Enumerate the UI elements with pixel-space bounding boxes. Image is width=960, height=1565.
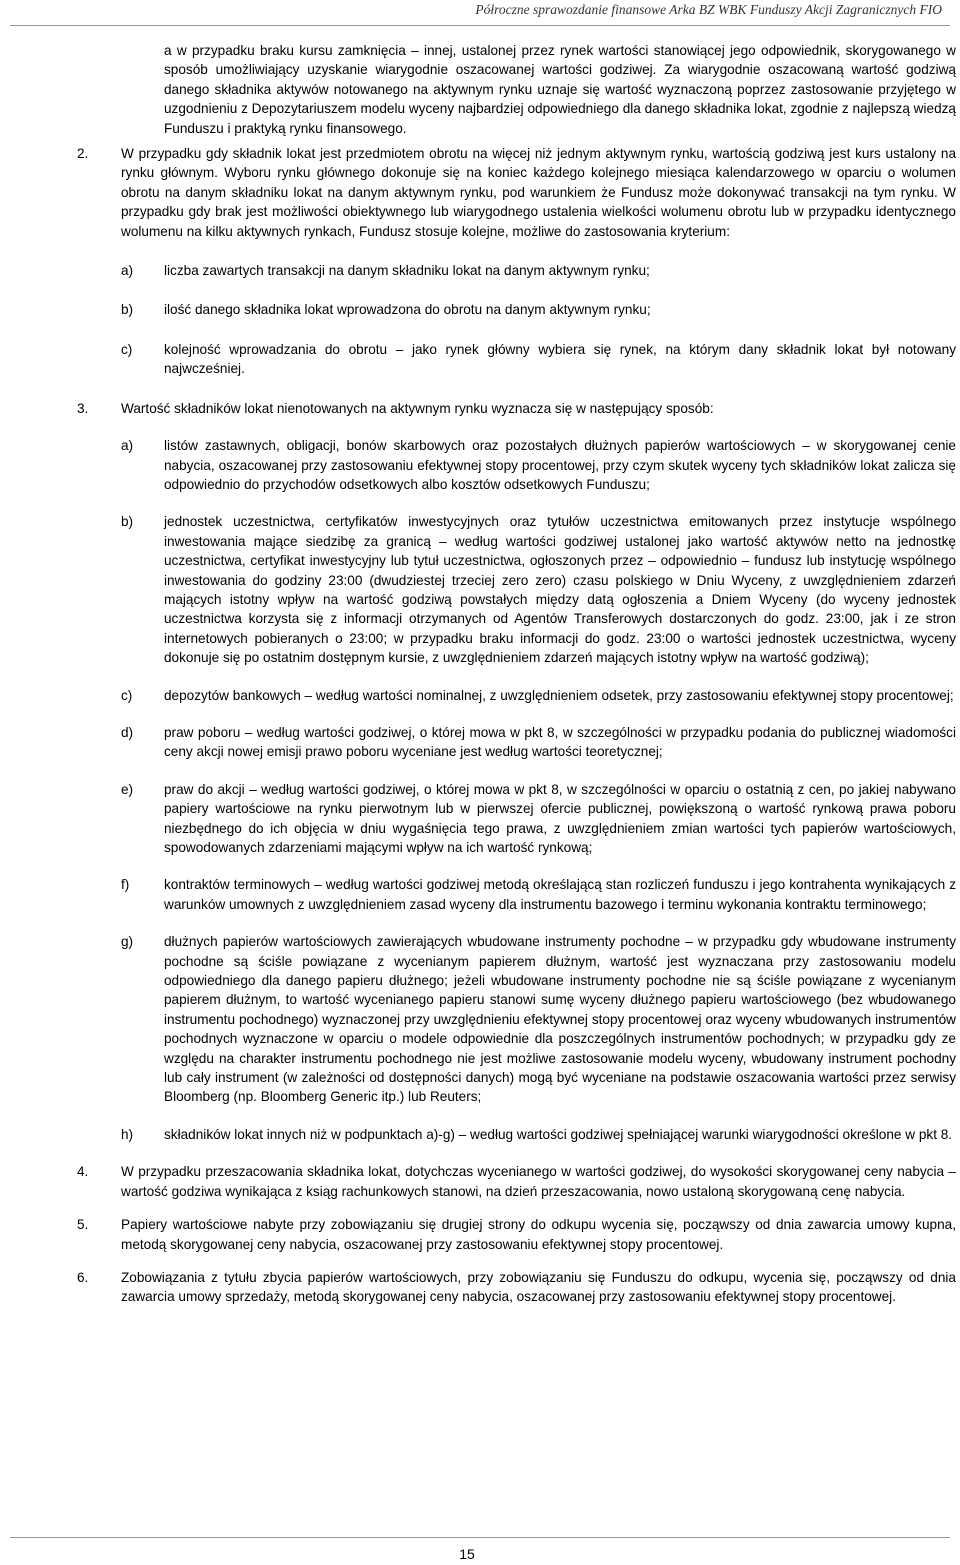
list-item-label: c) xyxy=(121,341,133,357)
list-item-text: praw poboru – według wartości godziwej, o której mowa w pkt 8, w szczególności w przypadku podania do publicznej wiadomości ceny akcji nowej emisji prawo poboru wyceniane jest według wartości teoretycznej; xyxy=(164,724,956,760)
list-item xyxy=(0,1125,960,1144)
list-item-text: liczba zawartych transakcji na danym składniku lokat na danym aktywnym rynku; xyxy=(164,263,650,279)
list-item-label: h) xyxy=(121,1126,134,1142)
paragraph-text: Zobowiązania z tytułu zbycia papierów wartościowych, przy zobowiązaniu się Funduszu do odkupu, wycenia się, począwszy od dnia zawarcia umowy sprzedaży, metodą skorygowanej ceny nabycia, oszacowanej przy zastosowaniu efektywnej stopy procentowej. xyxy=(121,1269,956,1305)
paragraph-number: 6. xyxy=(77,1269,89,1285)
list-item xyxy=(0,436,960,494)
list-item-text: listów zastawnych, obligacji, bonów skarbowych oraz pozostałych dłużnych papierów wartościowych – w skorygowanej cenie nabycia, oszacowanej przy zastosowaniu efektywnej stopy procentowej, przy czym skutek wyceny tych składników lokat zalicza się odpowiednio do przychodów odsetkowych albo kosztów odsetkowych Funduszu; xyxy=(164,438,956,492)
list-item-label: f) xyxy=(121,877,130,893)
footer-divider xyxy=(10,1537,950,1538)
paragraph-2 xyxy=(0,144,960,241)
list-item-label: d) xyxy=(121,724,134,740)
paragraph-5 xyxy=(0,1215,960,1254)
paragraph-text: W przypadku gdy składnik lokat jest przedmiotem obrotu na więcej niż jednym aktywnym rynku, wartością godziwą jest kurs ustalony na rynku głównym. Wyboru rynku głównego dokonuje się na koniec każdego kolejnego miesiąca kalendarzowego w oparciu o wolumen obrotu na danym składniku lokat na danym aktywnym rynku, pod warunkiem że Fundusz może dokonywać transakcji na tym rynku. W przypadku gdy brak jest możliwości obiektywnego lub wiarygodnego ustalenia wielkości wolumenu obrotu lub w przypadku identycznego wolumenu na kilku aktywnych rynkach, Fundusz stosuje kolejne, możliwe do zastosowania kryterium: xyxy=(121,146,956,239)
page-number: 15 xyxy=(459,1546,475,1562)
paragraph-text: Papiery wartościowe nabyte przy zobowiązaniu się drugiej strony do odkupu wycenia się, począwszy od dnia zawarcia umowy kupna, metodą skorygowanej ceny nabycia, oszacowanej przy zastosowaniu efektywnej stopy procentowej. xyxy=(121,1217,956,1252)
list-item-text: składników lokat innych niż w podpunktach a)-g) – według wartości godziwej spełniającej warunki wiarygodności określone w pkt 8. xyxy=(164,1126,953,1142)
document-body xyxy=(0,41,960,1307)
list-item-text: dłużnych papierów wartościowych zawierających wbudowane instrumenty pochodne – w przypadku gdy wbudowane instrumenty pochodne są ściśle powiązane z wycenianym papierem dłużnym, wartość jest wyznaczana przy zastosowaniu modelu odpowiedniego dla danego papieru dłużnego; jeżeli wbudowane instrumenty pochodne nie są ściśle powiązane z wycenianym papierem dłużnym, to wartość wycenianego papieru stanowi sumę wyceny dłużnego papieru wartościowego (bez wbudowanego instrumentu pochodnego) wyznaczonej przy uwzględnieniu efektywnej stopy procentowej oraz wyceny wbudowanych instrumentów pochodnych wyznaczone w oparciu o modele odpowiednie dla poszczególnych instrumentów pochodnych; w przypadku gdy ze względu na charakter instrumentu pochodnego nie jest możliwe zastosowanie modelu wyceny, wbudowany instrument pochodny lub cały instrument (w zależności od dostępności danych) mogą być wyceniane na podstawie oszacowania wartości przez serwisy Bloomberg (np. Bloomberg Generic itp.) lub Reuters; xyxy=(164,934,956,1105)
paragraph-text: Wartość składników lokat nienotowanych na aktywnym rynku wyznacza się w następujący sposób: xyxy=(121,400,714,416)
paragraph-number: 4. xyxy=(77,1164,89,1180)
list-item-text: ilość danego składnika lokat wprowadzona do obrotu na danym aktywnym rynku; xyxy=(164,302,651,318)
paragraph-3 xyxy=(0,399,960,418)
paragraph-number: 2. xyxy=(77,146,89,162)
list-item-text: kolejność wprowadzania do obrotu – jako rynek główny wybiera się rynek, na którym dany składnik lokat był notowany najwcześniej. xyxy=(164,341,956,377)
paragraph-number: 3. xyxy=(77,400,89,416)
paragraph-4 xyxy=(0,1162,960,1201)
list-item-label: g) xyxy=(121,934,134,950)
list-item xyxy=(0,261,960,280)
list-item-label: b) xyxy=(121,302,134,318)
list-item xyxy=(0,300,960,319)
paragraph-number: 5. xyxy=(77,1217,89,1233)
list-item-label: a) xyxy=(121,263,134,279)
list-item xyxy=(0,340,960,379)
paragraph-6 xyxy=(0,1268,960,1307)
list-item-label: a) xyxy=(121,438,134,454)
list-item xyxy=(0,512,960,667)
running-header: Półroczne sprawozdanie finansowe Arka BZ WBK Funduszy Akcji Zagranicznych FIO xyxy=(475,2,942,17)
paragraph-text: W przypadku przeszacowania składnika lokat, dotychczas wycenianego w wartości godziwej, do wysokości skorygowanej ceny nabycia – wartość godziwa wynikająca z ksiąg rachunkowych stanowi, na dzień przeszacowania, nowo ustaloną skorygowaną cenę nabycia. xyxy=(121,1164,956,1199)
list-item xyxy=(0,723,960,762)
header-divider xyxy=(10,25,950,26)
list-item-text: jednostek uczestnictwa, certyfikatów inwestycyjnych oraz tytułów uczestnictwa emitowanych przez instytucje wspólnego inwestowania mające siedzibę za granicą – według wartości godziwej ustalonej jako wartość aktywów netto na jednostkę uczestnictwa, certyfikat inwestycyjny lub tytuł uczestnictwa, ogłoszonych przez – odpowiednio – fundusz lub instytucję wspólnego inwestowania do godziny 23:00 (dwudziestej trzeciej zero zero) czasu polskiego w Dniu Wyceny, z uwzględnieniem zdarzeń mających istotny wpływ na wartość godziwą powstałych między datą ogłoszenia a Dniem Wyceny (do wyceny jednostek uczestnictwa korzysta się z informacji otrzymanych od Agentów Transferowych dostarczonych do godz. 23:00, jak i ze stron internetowych pobieranych o 23:00; w przypadku braku informacji do godz. 23:00 o wartości jednostek uczestnictwa, wyceny dokonuje się po ostatnim dostępnym kursie, z uwzględnieniem zdarzeń mających istotny wpływ na wartość godziwą); xyxy=(164,514,956,666)
list-item xyxy=(0,932,960,1107)
intro-text: a w przypadku braku kursu zamknięcia – innej, ustalonej przez rynek wartości stanowiącej jego odpowiednik, skorygowanego w sposób umożliwiający uzyskanie wiarygodnie oszacowanej wartości godziwej. Za wiarygodnie oszacowaną wartość godziwą danego składnika aktywów notowanego na aktywnym rynku uznaje się wartość wyznaczoną poprzez zastosowanie przyjętego w uzgodnieniu z Depozytariuszem modelu wyceny najbardziej odpowiedniego dla danego składnika lokat, zgodnie z najlepszą wiedzą Funduszu i praktyką rynku finansowego. xyxy=(164,43,956,136)
list-item-label: b) xyxy=(121,514,134,530)
list-item-text: praw do akcji – według wartości godziwej, o której mowa w pkt 8, w szczególności w oparciu o ostatnią z cen, po jakiej nabywano papiery wartościowe na rynku pierwotnym lub w pierwszej ofercie publicznej, powiększoną o wartość rynkową prawa poboru niezbędnego do ich objęcia w dniu wygaśnięcia tego prawa, z uwzględnieniem zmian wartości tych papierów wartościowych, spowodowanych zdarzeniami mającymi wpływ na ich wartość rynkową; xyxy=(164,781,956,855)
list-item-label: e) xyxy=(121,781,134,797)
list-item xyxy=(0,686,960,705)
list-item xyxy=(0,875,960,914)
list-item-text: kontraktów terminowych – według wartości godziwej metodą określającą stan rozliczeń funduszu i jego kontrahenta wynikających z warunków umownych z uwzględnieniem zasad wyceny dla instrumentu bazowego i terminu wykonania kontraktu terminowego; xyxy=(164,877,956,912)
intro-paragraph xyxy=(0,41,960,138)
list-item xyxy=(0,780,960,858)
list-item-label: c) xyxy=(121,687,133,703)
list-item-text: depozytów bankowych – według wartości nominalnej, z uwzględnieniem odsetek, przy zastosowaniu efektywnej stopy procentowej; xyxy=(164,687,954,703)
